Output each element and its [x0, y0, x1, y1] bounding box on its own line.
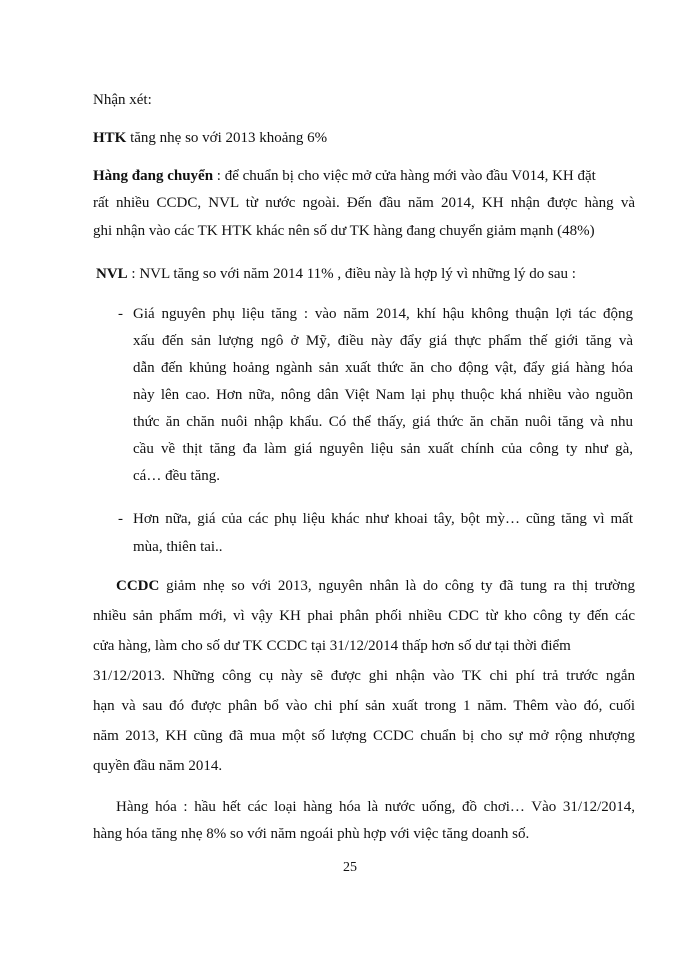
- heading: Nhận xét:: [93, 92, 152, 108]
- goods-line-1: Hàng hóa : hầu hết các loại hàng hóa là nước uống, đồ chơi… Vào 31/12/2014,: [116, 799, 635, 815]
- bullet-1-line-7: cá… đều tăng.: [133, 468, 221, 484]
- htk-label: HTK: [93, 130, 127, 146]
- ccdc-line-4: 31/12/2013. Những công cụ này sẽ được ghi nhận vào TK chi phí trả trước ngắn: [93, 668, 635, 684]
- bullet-2-line-1: Hơn nữa, giá của các phụ liệu khác như khoai tây, bột mỳ… cũng tăng vì mất: [133, 511, 633, 527]
- bullet-1-line-4: này lên cao. Hơn nữa, nông dân Việt Nam lại phụ thuộc khá nhiều vào nguồn: [133, 387, 633, 403]
- ccdc-line-7: quyền đầu năm 2014.: [93, 758, 223, 774]
- bullet-1-line-2: xấu đến sản lượng ngô ở Mỹ, điều này đẩy giá thực phẩm thế giới tăng và: [133, 333, 633, 349]
- nvl-label: NVL: [96, 266, 128, 282]
- ccdc-line-5: hạn và sau đó được phân bổ vào chi phí sản xuất trong 1 năm. Thêm vào đó, cuối: [93, 698, 635, 714]
- bullet-dash-2: -: [118, 511, 123, 527]
- ccdc-line-6: năm 2013, KH cũng đã mua một số lượng CCDC chuẩn bị cho sự mở rộng nhượng: [93, 728, 635, 744]
- transit-line-1: Hàng đang chuyển : để chuẩn bị cho việc mở cửa hàng mới vào đầu V014, KH đặt: [93, 168, 596, 184]
- ccdc-line-1: CCDC giảm nhẹ so với 2013, nguyên nhân là do công ty đã tung ra thị trường: [116, 578, 635, 594]
- bullet-dash-1: -: [118, 306, 123, 322]
- bullet-1-line-1: Giá nguyên phụ liệu tăng : vào năm 2014, khí hậu không thuận lợi tác động: [133, 306, 633, 322]
- transit-label: Hàng đang chuyển: [93, 168, 214, 184]
- bullet-1-line-3: dẫn đến khủng hoảng ngành sản xuất thức ăn cho động vật, đẩy giá hàng hóa: [133, 360, 633, 376]
- nvl-paragraph: [96, 264, 576, 284]
- htk-text: tăng nhẹ so với 2013 khoảng 6%: [126, 130, 328, 146]
- transit-line-2: rất nhiều CCDC, NVL từ nước ngoài. Đến đầu năm 2014, KH nhận được hàng và: [93, 195, 635, 211]
- goods-line-2: hàng hóa tăng nhẹ 8% so với năm ngoái phù hợp với việc tăng doanh số.: [93, 826, 530, 842]
- ccdc-line-2: nhiều sản phẩm mới, vì vậy KH phai phân phối nhiều CDC từ kho công ty đến các: [93, 608, 635, 624]
- htk-paragraph: [93, 128, 327, 148]
- nvl-text: : NVL tăng so với năm 2014 11% , điều này là hợp lý vì những lý do sau :: [127, 266, 576, 282]
- ccdc-label: CCDC: [116, 578, 160, 594]
- ccdc-line-3: cửa hàng, làm cho số dư TK CCDC tại 31/12/2014 thấp hơn số dư tại thời điểm: [93, 638, 571, 654]
- transit-line-3: ghi nhận vào các TK HTK khác nên số dư TK hàng đang chuyển giảm mạnh (48%): [93, 223, 595, 239]
- page-number: 25: [343, 860, 357, 875]
- bullet-1-line-6: cầu về thịt tăng đa làm giá nguyên liệu sản xuất chính của công ty như gà,: [133, 441, 633, 457]
- bullet-1-line-5: thức ăn chăn nuôi nhập khẩu. Có thể thấy, giá thức ăn chăn nuôi tăng và nhu: [133, 414, 633, 430]
- bullet-2-line-2: mùa, thiên tai..: [133, 539, 223, 555]
